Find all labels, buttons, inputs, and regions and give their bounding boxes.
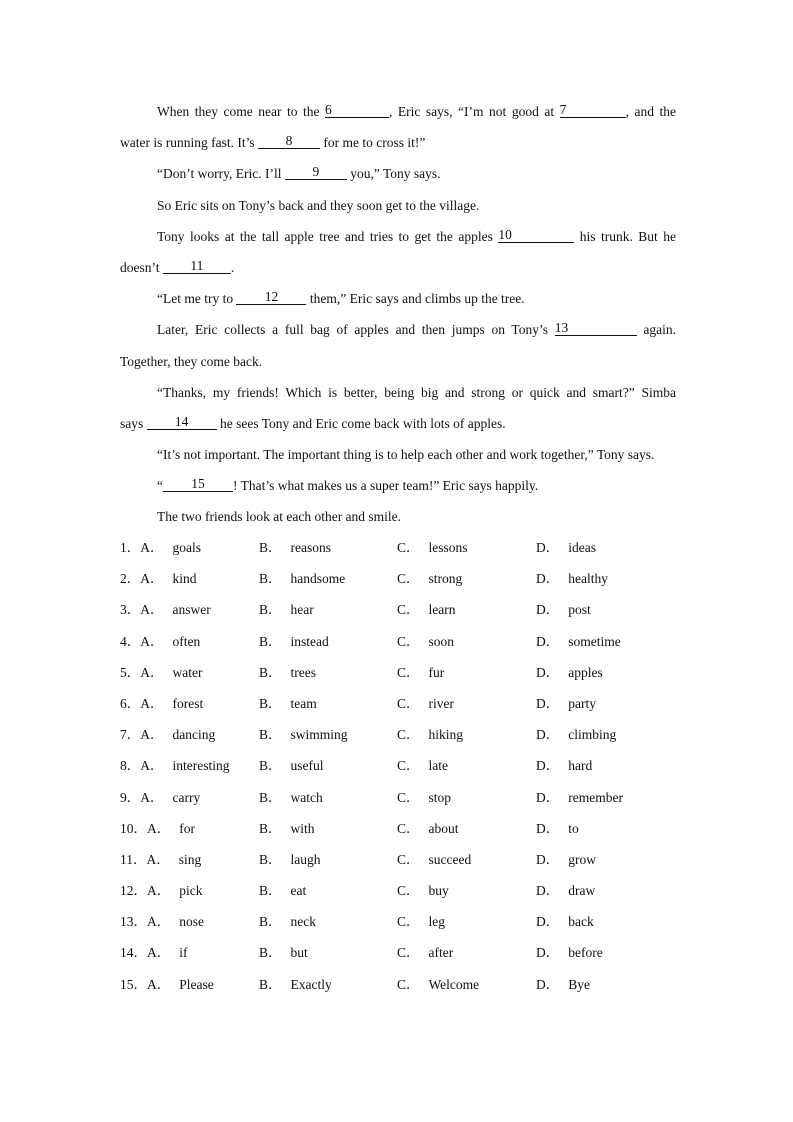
option-text: after	[428, 945, 454, 961]
text: he sees Tony and Eric come back with lots of apples.	[220, 415, 506, 431]
text: says	[120, 415, 144, 431]
option-a	[120, 941, 188, 965]
option-text: forest	[172, 695, 204, 711]
option-a	[120, 661, 202, 685]
option-d	[536, 754, 592, 778]
option-c	[397, 848, 471, 872]
option-letter: C．	[397, 758, 420, 774]
option-c	[397, 661, 444, 685]
option-text: leg	[428, 914, 446, 930]
text: Together, they come back.	[120, 353, 263, 369]
option-c	[397, 879, 449, 903]
option-c	[397, 598, 456, 622]
option-d	[536, 536, 596, 560]
option-text: handsome	[290, 571, 346, 587]
paragraph-line	[120, 381, 676, 412]
question-number: 5．	[120, 664, 141, 680]
option-b	[259, 973, 332, 997]
option-text: stop	[428, 789, 452, 805]
option-letter: C．	[397, 571, 420, 587]
option-letter: C．	[397, 820, 420, 836]
option-letter: B．	[259, 695, 282, 711]
option-text: grow	[568, 851, 596, 867]
option-letter: C．	[397, 976, 420, 992]
option-d	[536, 598, 591, 622]
text: for me to cross it!”	[323, 135, 426, 151]
option-letter: A．	[147, 820, 171, 836]
option-letter: D．	[536, 727, 560, 743]
option-text: about	[428, 820, 459, 836]
text: his trunk. But he	[579, 228, 677, 244]
text: Later, Eric collects a full bag of apples and then jumps on Tony’s	[157, 322, 548, 338]
question-number: 4．	[120, 633, 141, 649]
option-letter: C．	[397, 945, 420, 961]
option-letter: B．	[259, 633, 282, 649]
option-letter: B．	[259, 727, 282, 743]
option-text: often	[172, 633, 201, 649]
text: When they come near to the	[157, 104, 320, 119]
option-letter: B．	[259, 851, 282, 867]
option-text: reasons	[290, 540, 332, 555]
option-letter: D．	[536, 602, 560, 618]
question-row	[120, 630, 680, 661]
option-c	[397, 973, 479, 997]
option-letter: B．	[259, 789, 282, 805]
option-letter: A．	[140, 571, 164, 587]
option-text: carry	[172, 789, 201, 805]
option-text: Bye	[568, 976, 590, 992]
option-text: sing	[178, 851, 202, 867]
option-b	[259, 817, 315, 841]
option-text: swimming	[290, 727, 348, 743]
option-a	[120, 536, 201, 560]
text: “	[157, 478, 163, 494]
option-text: eat	[290, 883, 307, 899]
option-text: dancing	[172, 727, 216, 743]
option-b	[259, 941, 308, 965]
option-letter: D．	[536, 883, 560, 899]
option-b	[259, 879, 306, 903]
option-text: fur	[428, 664, 445, 680]
blank-10: 10	[498, 227, 574, 243]
option-a	[120, 567, 197, 591]
option-c	[397, 754, 448, 778]
option-d	[536, 910, 594, 934]
blank-15: 15	[163, 476, 233, 492]
text: “Thanks, my friends! Which is better, being big and strong or quick and smart?” Simba	[157, 384, 676, 400]
option-text: learn	[428, 602, 456, 618]
option-letter: C．	[397, 914, 420, 930]
paragraph-line	[120, 287, 676, 318]
paragraph-line	[120, 505, 676, 536]
option-letter: D．	[536, 664, 560, 680]
option-letter: D．	[536, 633, 560, 649]
option-text: before	[568, 945, 603, 961]
option-letter: A．	[147, 945, 171, 961]
question-number: 1．	[120, 540, 141, 555]
blank-7: 7	[560, 102, 626, 118]
paragraph-line	[120, 225, 676, 256]
blank-8: 8	[258, 133, 320, 149]
option-letter: A．	[140, 633, 164, 649]
question-row	[120, 941, 680, 972]
question-row	[120, 817, 680, 848]
option-b	[259, 536, 331, 560]
option-text: party	[568, 695, 596, 711]
question-row	[120, 661, 680, 692]
option-text: laugh	[290, 851, 321, 867]
option-text: instead	[290, 633, 329, 649]
option-text: hard	[568, 758, 593, 774]
text: water is running fast. It’s	[120, 135, 255, 151]
option-letter: A．	[140, 695, 164, 711]
option-text: succeed	[428, 851, 472, 867]
option-letter: A．	[140, 758, 164, 774]
option-letter: B．	[259, 914, 282, 930]
option-letter: B．	[259, 540, 282, 555]
option-c	[397, 692, 454, 716]
blank-6: 6	[325, 102, 389, 118]
text: .	[230, 259, 235, 275]
option-c	[397, 723, 463, 747]
option-text: post	[568, 602, 591, 618]
option-letter: D．	[536, 851, 560, 867]
question-row	[120, 848, 680, 879]
question-row	[120, 723, 680, 754]
text: ! That’s what makes us a super team!” Eric says happily.	[233, 478, 539, 494]
option-text: strong	[428, 571, 463, 587]
option-letter: D．	[536, 540, 560, 555]
option-text: hear	[290, 602, 314, 618]
question-row	[120, 910, 680, 941]
paragraph-line	[120, 100, 676, 131]
option-a	[120, 973, 214, 997]
option-letter: B．	[259, 945, 282, 961]
option-letter: A．	[147, 976, 171, 992]
answer-options	[120, 536, 680, 1004]
option-text: interesting	[172, 758, 230, 774]
option-text: Please	[179, 976, 214, 992]
option-c	[397, 941, 453, 965]
option-d	[536, 567, 608, 591]
blank-13: 13	[555, 320, 637, 336]
option-b	[259, 754, 324, 778]
option-text: draw	[568, 883, 596, 899]
blank-9: 9	[285, 164, 347, 180]
option-b	[259, 630, 329, 654]
option-text: water	[172, 664, 203, 680]
question-row	[120, 786, 680, 817]
option-text: apples	[568, 664, 603, 680]
option-letter: B．	[259, 883, 282, 899]
option-a	[120, 817, 195, 841]
option-d	[536, 723, 616, 747]
option-a	[120, 630, 200, 654]
option-letter: D．	[536, 758, 560, 774]
option-letter: D．	[536, 945, 560, 961]
option-letter: C．	[397, 727, 420, 743]
option-letter: B．	[259, 571, 282, 587]
option-d	[536, 879, 595, 903]
option-text: river	[428, 695, 454, 711]
option-letter: B．	[259, 602, 282, 618]
question-number: 14．	[120, 945, 147, 961]
option-letter: B．	[259, 664, 282, 680]
option-b	[259, 910, 316, 934]
option-d	[536, 941, 603, 965]
option-text: hiking	[428, 727, 464, 743]
option-letter: D．	[536, 571, 560, 587]
question-row	[120, 567, 680, 598]
option-a	[120, 754, 230, 778]
option-d	[536, 630, 621, 654]
option-text: sometime	[568, 633, 621, 649]
option-a	[120, 723, 215, 747]
paragraph-line	[120, 443, 676, 474]
option-text: soon	[428, 633, 455, 649]
option-b	[259, 661, 316, 685]
text: them,” Eric says and climbs up the tree.	[309, 291, 525, 307]
question-row	[120, 598, 680, 629]
text: , Eric says, “I’m not good at	[389, 104, 555, 119]
option-letter: C．	[397, 695, 420, 711]
paragraph-line	[120, 318, 676, 349]
question-number: 9．	[120, 789, 141, 805]
text: again.	[643, 322, 677, 338]
option-letter: C．	[397, 851, 420, 867]
option-text: Exactly	[290, 976, 332, 992]
option-letter: C．	[397, 540, 420, 555]
option-c	[397, 630, 454, 654]
option-text: lessons	[428, 540, 468, 555]
question-number: 7．	[120, 727, 141, 743]
option-d	[536, 786, 623, 810]
option-c	[397, 817, 459, 841]
question-row	[120, 879, 680, 910]
option-b	[259, 786, 323, 810]
option-d	[536, 661, 603, 685]
blank-14: 14	[147, 414, 217, 430]
option-text: goals	[172, 540, 201, 555]
option-text: kind	[172, 571, 197, 587]
text: , and the	[625, 104, 676, 119]
question-number: 11．	[120, 851, 147, 867]
story-passage	[120, 100, 676, 537]
option-d	[536, 848, 596, 872]
option-letter: C．	[397, 789, 420, 805]
option-b	[259, 598, 314, 622]
option-text: trees	[290, 664, 316, 680]
option-text: healthy	[568, 571, 608, 587]
question-number: 3．	[120, 602, 141, 618]
option-letter: C．	[397, 664, 420, 680]
blank-11: 11	[163, 258, 231, 274]
option-letter: A．	[140, 602, 164, 618]
option-letter: C．	[397, 633, 420, 649]
option-letter: A．	[140, 664, 164, 680]
question-number: 10．	[120, 820, 147, 836]
option-c	[397, 910, 445, 934]
blank-12: 12	[236, 289, 306, 305]
question-row	[120, 692, 680, 723]
option-a	[120, 598, 211, 622]
option-letter: B．	[259, 820, 282, 836]
paragraph-line	[120, 474, 676, 505]
text: “Don’t worry, Eric. I’ll	[157, 166, 282, 182]
question-number: 6．	[120, 695, 141, 711]
option-text: if	[179, 945, 188, 961]
option-a	[120, 848, 201, 872]
option-d	[536, 692, 596, 716]
text: Tony looks at the tall apple tree and tries to get the apples	[157, 228, 493, 244]
option-letter: D．	[536, 820, 560, 836]
option-text: useful	[290, 758, 324, 774]
text: The two friends look at each other and smile.	[157, 509, 402, 525]
option-letter: A．	[140, 540, 164, 555]
option-letter: A．	[146, 851, 170, 867]
option-c	[397, 536, 468, 560]
option-text: ideas	[568, 540, 596, 555]
question-row	[120, 754, 680, 785]
paragraph-line	[120, 350, 676, 381]
option-text: late	[428, 758, 449, 774]
option-a	[120, 910, 204, 934]
option-letter: D．	[536, 976, 560, 992]
question-row	[120, 973, 680, 1004]
option-letter: A．	[140, 727, 164, 743]
question-number: 8．	[120, 758, 141, 774]
question-number: 2．	[120, 571, 141, 587]
option-letter: C．	[397, 602, 420, 618]
option-a	[120, 786, 200, 810]
option-d	[536, 973, 590, 997]
option-letter: B．	[259, 976, 282, 992]
option-text: nose	[179, 914, 204, 930]
option-text: with	[290, 820, 315, 836]
option-b	[259, 848, 321, 872]
option-letter: D．	[536, 789, 560, 805]
option-b	[259, 692, 317, 716]
option-letter: B．	[259, 758, 282, 774]
paragraph-line	[120, 131, 676, 162]
option-letter: D．	[536, 914, 560, 930]
text: So Eric sits on Tony’s back and they soon get to the village.	[157, 197, 480, 213]
option-letter: A．	[147, 914, 171, 930]
paragraph-line	[120, 412, 676, 443]
option-text: neck	[290, 914, 316, 930]
option-text: to	[568, 820, 579, 836]
option-text: buy	[428, 883, 449, 899]
option-text: but	[290, 945, 308, 961]
option-c	[397, 786, 451, 810]
option-text: Welcome	[428, 976, 480, 992]
option-letter: D．	[536, 695, 560, 711]
option-text: pick	[179, 883, 203, 899]
paragraph-line	[120, 194, 676, 225]
question-number: 13．	[120, 914, 147, 930]
option-c	[397, 567, 462, 591]
option-a	[120, 879, 203, 903]
text: you,” Tony says.	[350, 166, 441, 182]
option-text: watch	[290, 789, 323, 805]
option-text: answer	[172, 602, 211, 618]
option-b	[259, 567, 345, 591]
option-d	[536, 817, 579, 841]
option-text: for	[179, 820, 195, 836]
option-text: team	[290, 695, 317, 711]
option-text: climbing	[568, 727, 617, 743]
question-number: 15．	[120, 976, 147, 992]
question-row	[120, 536, 680, 567]
option-b	[259, 723, 348, 747]
paragraph-line	[120, 162, 676, 193]
text: “Let me try to	[157, 291, 234, 307]
option-a	[120, 692, 203, 716]
option-letter: A．	[147, 883, 171, 899]
option-text: back	[568, 914, 594, 930]
question-number: 12．	[120, 883, 147, 899]
text: doesn’t	[120, 259, 160, 275]
text: “It’s not important. The important thing is to help each other and work together,” Tony says.	[157, 447, 655, 463]
option-text: remember	[568, 789, 623, 805]
option-letter: C．	[397, 883, 420, 899]
option-letter: A．	[140, 789, 164, 805]
paragraph-line	[120, 256, 676, 287]
